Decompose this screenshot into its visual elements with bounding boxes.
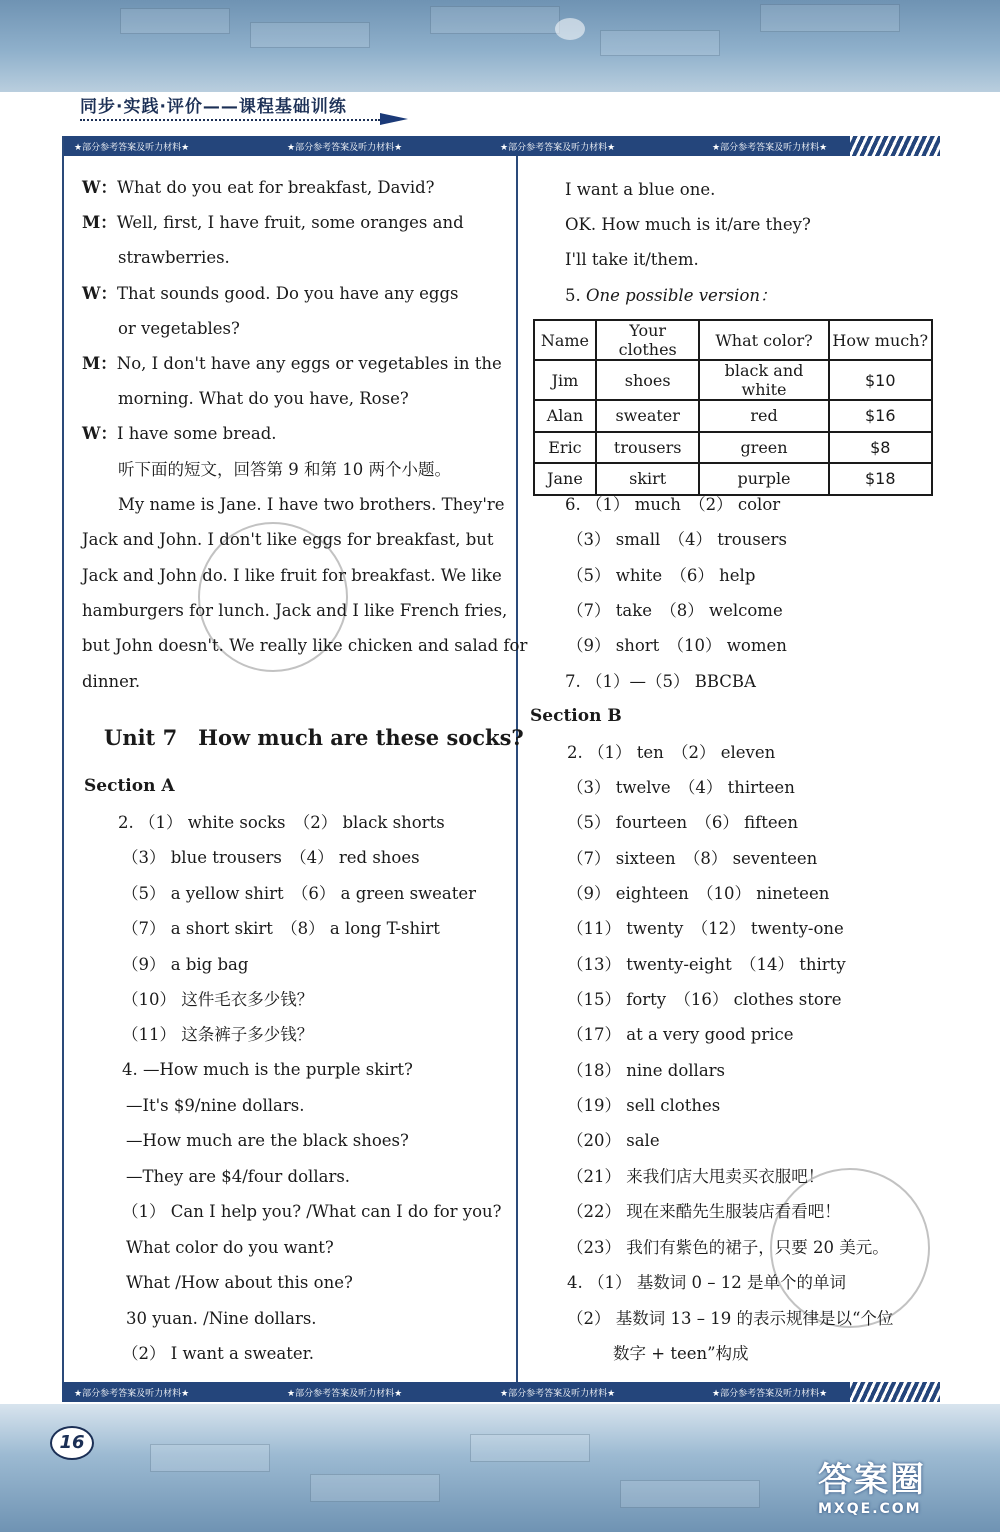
table-cell: red bbox=[699, 400, 828, 432]
paint-splash bbox=[555, 18, 585, 40]
table-row bbox=[534, 400, 932, 432]
dialogue-line: M：No, I don't have any eggs or vegetables in the bbox=[82, 354, 502, 373]
column-header: Name bbox=[534, 320, 596, 360]
answer-line: （17） at a very good price bbox=[567, 1025, 794, 1044]
hatch-decoration bbox=[850, 1382, 940, 1402]
column-header: How much? bbox=[829, 320, 932, 360]
answer-line: What /How about this one? bbox=[126, 1273, 353, 1292]
answer-line: （2） 基数词 13 – 19 的表示规律是以“个位 bbox=[567, 1309, 894, 1328]
strip-label: ★部分参考答案及听力材料★ bbox=[74, 1389, 190, 1399]
answer-line: （9） a big bag bbox=[122, 955, 249, 974]
answer-line: （15） forty （16） clothes store bbox=[567, 990, 842, 1009]
header-banner bbox=[0, 0, 1000, 92]
title-underline bbox=[80, 119, 380, 121]
page-number: 16 bbox=[50, 1426, 94, 1460]
passage-line: Jack and John do. I like fruit for breakfast. We like bbox=[82, 566, 502, 585]
strip-label: ★部分参考答案及听力材料★ bbox=[500, 143, 616, 153]
listening-instruction: 听下面的短文，回答第 9 和第 10 两个小题。 bbox=[118, 460, 451, 479]
answer-line: （13） twenty-eight （14） thirty bbox=[567, 955, 846, 974]
table-cell: Jim bbox=[534, 360, 596, 400]
banner-brick bbox=[760, 4, 900, 32]
answer-line: （11） 这条裤子多少钱？ bbox=[122, 1025, 314, 1044]
answer-line: （21） 来我们店大甩卖买衣服吧！ bbox=[567, 1167, 825, 1186]
dialogue-line: or vegetables? bbox=[118, 319, 240, 338]
answer-line: 数字 + teen”构成 bbox=[613, 1344, 749, 1363]
column-divider bbox=[516, 156, 518, 1382]
answer-line: 2. （1） white socks （2） black shorts bbox=[118, 813, 445, 832]
passage-line: Jack and John. I don't like eggs for breakfast, but bbox=[82, 530, 494, 549]
table-row bbox=[534, 360, 932, 400]
dialogue-line: M：Well, first, I have fruit, some oranges and bbox=[82, 213, 464, 232]
answer-line: OK. How much is it/are they? bbox=[565, 215, 811, 234]
answer-line: （18） nine dollars bbox=[567, 1061, 726, 1080]
dialogue-line: W：That sounds good. Do you have any eggs bbox=[82, 284, 459, 303]
answer-line: 30 yuan. /Nine dollars. bbox=[126, 1309, 317, 1328]
strip-label: ★部分参考答案及听力材料★ bbox=[287, 143, 403, 153]
answer-line: 4. —How much is the purple skirt? bbox=[122, 1060, 413, 1079]
answer-line: （2） I want a sweater. bbox=[122, 1344, 314, 1363]
series-title: 同步·实践·评价——课程基础训练 bbox=[80, 97, 347, 117]
banner-brick bbox=[430, 6, 560, 34]
column-header: What color? bbox=[699, 320, 828, 360]
answer-line: （10） 这件毛衣多少钱？ bbox=[122, 990, 314, 1009]
dialogue-line: W：I have some bread. bbox=[82, 424, 277, 443]
table-cell: shoes bbox=[596, 360, 700, 400]
answer-line: （23） 我们有紫色的裙子，只要 20 美元。 bbox=[567, 1238, 889, 1257]
table-cell: $10 bbox=[829, 360, 932, 400]
answer-line: （9） short （10） women bbox=[567, 636, 787, 655]
table-header-row bbox=[534, 320, 932, 360]
table-cell: Eric bbox=[534, 432, 596, 464]
bottom-strip bbox=[62, 1382, 940, 1402]
answer-line: （11） twenty （12） twenty-one bbox=[567, 919, 844, 938]
strip-label: ★部分参考答案及听力材料★ bbox=[712, 143, 828, 153]
answer-line: I'll take it/them. bbox=[565, 250, 699, 269]
table-cell: $8 bbox=[829, 432, 932, 464]
strip-label: ★部分参考答案及听力材料★ bbox=[712, 1389, 828, 1399]
table-cell: Alan bbox=[534, 400, 596, 432]
table-cell: green bbox=[699, 432, 828, 464]
clothes-table bbox=[533, 319, 933, 496]
column-header: Your clothes bbox=[596, 320, 700, 360]
answer-line: （5） a yellow shirt （6） a green sweater bbox=[122, 884, 477, 903]
answer-line: （3） blue trousers （4） red shoes bbox=[122, 848, 420, 867]
dialogue-line: strawberries. bbox=[118, 248, 230, 267]
table-cell: sweater bbox=[596, 400, 700, 432]
answer-line: （1） Can I help you? /What can I do for you? bbox=[122, 1202, 502, 1221]
answer-line: 6. （1） much （2） color bbox=[565, 495, 781, 514]
banner-brick bbox=[120, 8, 230, 34]
answer-line: （22） 现在来酷先生服装店看看吧！ bbox=[567, 1202, 841, 1221]
banner-brick bbox=[470, 1434, 590, 1462]
answer-line: （3） twelve （4） thirteen bbox=[567, 778, 795, 797]
arrow-icon bbox=[380, 113, 408, 125]
table-cell: black and white bbox=[699, 360, 828, 400]
strip-label: ★部分参考答案及听力材料★ bbox=[287, 1389, 403, 1399]
answer-line: （20） sale bbox=[567, 1131, 660, 1150]
answer-line: What color do you want? bbox=[126, 1238, 334, 1257]
watermark-logo: 答案圈 MXQE.COM bbox=[818, 1460, 926, 1517]
strip-label: ★部分参考答案及听力材料★ bbox=[500, 1389, 616, 1399]
table-cell: $18 bbox=[829, 463, 932, 495]
answer-line: （7） sixteen （8） seventeen bbox=[567, 849, 818, 868]
banner-brick bbox=[310, 1474, 440, 1502]
answer-line: I want a blue one. bbox=[565, 180, 716, 199]
answer-line: 5. One possible version： bbox=[565, 286, 777, 305]
answer-line: （5） white （6） help bbox=[567, 566, 756, 585]
answer-line: 7. （1）—（5） BBCBA bbox=[565, 672, 756, 691]
banner-brick bbox=[250, 22, 370, 48]
answer-line: （7） take （8） welcome bbox=[567, 601, 783, 620]
table-cell: trousers bbox=[596, 432, 700, 464]
section-a-title: Section A bbox=[84, 776, 175, 796]
passage-line: My name is Jane. I have two brothers. They're bbox=[118, 495, 505, 514]
answer-line: 2. （1） ten （2） eleven bbox=[567, 743, 776, 762]
answer-line: （19） sell clothes bbox=[567, 1096, 721, 1115]
table-cell: skirt bbox=[596, 463, 700, 495]
banner-brick bbox=[150, 1444, 270, 1472]
answer-line: —They are $4/four dollars. bbox=[126, 1167, 351, 1186]
answer-line: （7） a short skirt （8） a long T-shirt bbox=[122, 919, 440, 938]
table-row bbox=[534, 463, 932, 495]
section-b-title: Section B bbox=[530, 706, 622, 726]
strip-label: ★部分参考答案及听力材料★ bbox=[74, 143, 190, 153]
table-row bbox=[534, 432, 932, 464]
table-cell: $16 bbox=[829, 400, 932, 432]
answer-line: —It's $9/nine dollars. bbox=[126, 1096, 305, 1115]
passage-line: dinner. bbox=[82, 672, 141, 691]
table-cell: Jane bbox=[534, 463, 596, 495]
answer-line: 4. （1） 基数词 0 – 12 是单个的单词 bbox=[567, 1273, 846, 1292]
banner-brick bbox=[620, 1480, 760, 1508]
answer-line: （5） fourteen （6） fifteen bbox=[567, 813, 798, 832]
passage-line: hamburgers for lunch. Jack and I like French fries, bbox=[82, 601, 508, 620]
unit-title: Unit 7 How much are these socks? bbox=[104, 725, 524, 750]
answer-line: —How much are the black shoes? bbox=[126, 1131, 409, 1150]
table-cell: purple bbox=[699, 463, 828, 495]
dialogue-line: morning. What do you have, Rose? bbox=[118, 389, 409, 408]
answer-line: （9） eighteen （10） nineteen bbox=[567, 884, 830, 903]
dialogue-line: W：What do you eat for breakfast, David? bbox=[82, 178, 435, 197]
banner-brick bbox=[600, 30, 720, 56]
answer-line: （3） small （4） trousers bbox=[567, 530, 787, 549]
passage-line: but John doesn't. We really like chicken and salad for bbox=[82, 636, 528, 655]
